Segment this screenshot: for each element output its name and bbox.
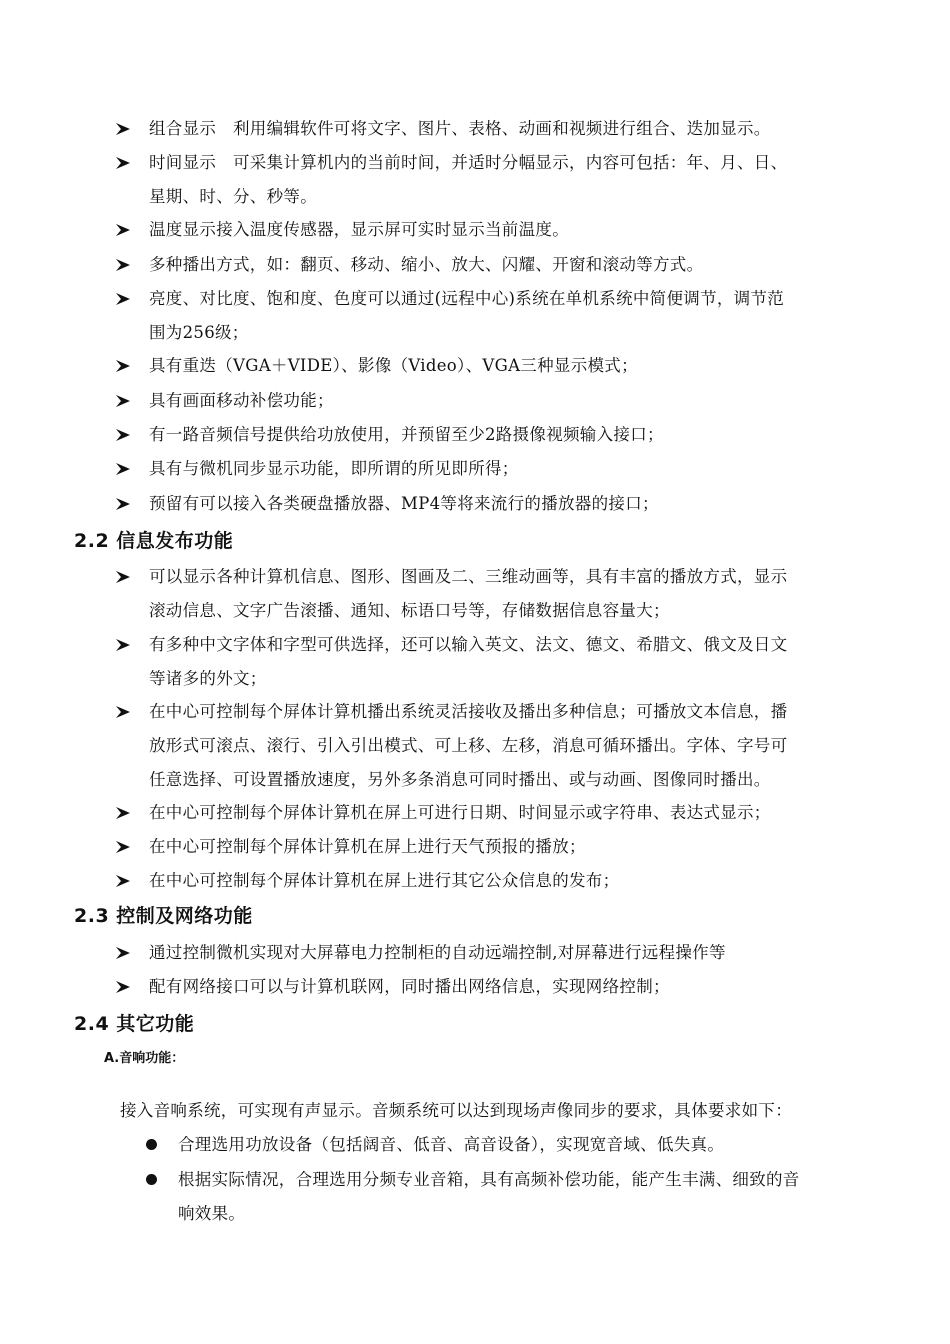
list-item-line: 滚动信息、文字广告滚播、通知、标语口号等，存储数据信息容量大； bbox=[149, 601, 670, 620]
list-item-line: 可以显示各种计算机信息、图形、图画及二、三维动画等，具有丰富的播放方式，显示 bbox=[149, 567, 788, 586]
list-item-line: 具有与微机同步显示功能，即所谓的所见即所得； bbox=[149, 459, 519, 478]
list-item-line: 在中心可控制每个屏体计算机在屏上进行天气预报的播放； bbox=[149, 837, 586, 856]
list-item-line: 围为256级； bbox=[149, 323, 249, 342]
list-item-line: 在中心可控制每个屏体计算机播出系统灵活接收及播出多种信息；可播放文本信息，播 bbox=[149, 702, 788, 721]
arrow-bullet-icon bbox=[116, 498, 130, 510]
arrow-bullet-icon bbox=[116, 981, 130, 993]
section-heading: 2.2 信息发布功能 bbox=[74, 530, 234, 552]
paragraph: 接入音响系统，可实现有声显示。音频系统可以达到现场声像同步的要求，具体要求如下： bbox=[120, 1101, 792, 1120]
list-item-line: 组合显示 利用编辑软件可将文字、图片、表格、动画和视频进行组合、迭加显示。 bbox=[149, 119, 771, 138]
bullet-item-line: 响效果。 bbox=[178, 1204, 246, 1223]
arrow-bullet-icon bbox=[116, 429, 130, 441]
arrow-bullet-icon bbox=[116, 639, 130, 651]
arrow-bullet-icon bbox=[116, 224, 130, 236]
subheading: A.音响功能： bbox=[104, 1051, 185, 1066]
round-bullet-icon bbox=[146, 1139, 157, 1150]
section-heading: 2.3 控制及网络功能 bbox=[74, 905, 253, 927]
list-item-line: 通过控制微机实现对大屏幕电力控制柜的自动远端控制,对屏幕进行远程操作等 bbox=[149, 943, 726, 962]
list-item-line: 星期、时、分、秒等。 bbox=[149, 187, 317, 206]
list-item-line: 温度显示接入温度传感器，显示屏可实时显示当前温度。 bbox=[149, 220, 569, 239]
list-item-line: 在中心可控制每个屏体计算机在屏上进行其它公众信息的发布； bbox=[149, 871, 620, 890]
list-item-line: 具有画面移动补偿功能； bbox=[149, 391, 334, 410]
list-item-line: 任意选择、可设置播放速度，另外多条消息可同时播出、或与动画、图像同时播出。 bbox=[149, 770, 771, 789]
arrow-bullet-icon bbox=[116, 706, 130, 718]
arrow-bullet-icon bbox=[116, 395, 130, 407]
list-item-line: 配有网络接口可以与计算机联网，同时播出网络信息，实现网络控制； bbox=[149, 977, 670, 996]
arrow-bullet-icon bbox=[116, 157, 130, 169]
arrow-bullet-icon bbox=[116, 463, 130, 475]
arrow-bullet-icon bbox=[116, 360, 130, 372]
arrow-bullet-icon bbox=[116, 947, 130, 959]
arrow-bullet-icon bbox=[116, 571, 130, 583]
arrow-bullet-icon bbox=[116, 293, 130, 305]
bullet-item-line: 根据实际情况，合理选用分频专业音箱，具有高频补偿功能，能产生丰满、细致的音 bbox=[178, 1170, 800, 1189]
list-item-line: 有多种中文字体和字型可供选择，还可以输入英文、法文、德文、希腊文、俄文及日文 bbox=[149, 635, 788, 654]
list-item-line: 等诸多的外文； bbox=[149, 669, 267, 688]
section-heading: 2.4 其它功能 bbox=[74, 1013, 195, 1035]
list-item-line: 在中心可控制每个屏体计算机在屏上可进行日期、时间显示或字符串、表达式显示； bbox=[149, 803, 771, 822]
list-item-line: 时间显示 可采集计算机内的当前时间，并适时分幅显示，内容可包括：年、月、日、 bbox=[149, 153, 788, 172]
list-item-line: 有一路音频信号提供给功放使用，并预留至少2路摄像视频输入接口； bbox=[149, 425, 664, 444]
list-item-line: 亮度、对比度、饱和度、色度可以通过(远程中心)系统在单机系统中简便调节，调节范 bbox=[149, 289, 785, 308]
list-item-line: 预留有可以接入各类硬盘播放器、MP4等将来流行的播放器的接口； bbox=[149, 494, 659, 513]
arrow-bullet-icon bbox=[116, 123, 130, 135]
arrow-bullet-icon bbox=[116, 807, 130, 819]
bullet-item-line: 合理选用功放设备（包括阔音、低音、高音设备），实现宽音域、低失真。 bbox=[178, 1135, 725, 1154]
list-item-line: 具有重迭（VGA＋VIDE）、影像（Video）、VGA三种显示模式； bbox=[149, 356, 638, 375]
list-item-line: 多种播出方式，如：翻页、移动、缩小、放大、闪耀、开窗和滚动等方式。 bbox=[149, 255, 704, 274]
arrow-bullet-icon bbox=[116, 259, 130, 271]
round-bullet-icon bbox=[146, 1174, 157, 1185]
arrow-bullet-icon bbox=[116, 875, 130, 887]
list-item-line: 放形式可滚点、滚行、引入引出模式、可上移、左移，消息可循环播出。字体、字号可 bbox=[149, 736, 788, 755]
arrow-bullet-icon bbox=[116, 841, 130, 853]
